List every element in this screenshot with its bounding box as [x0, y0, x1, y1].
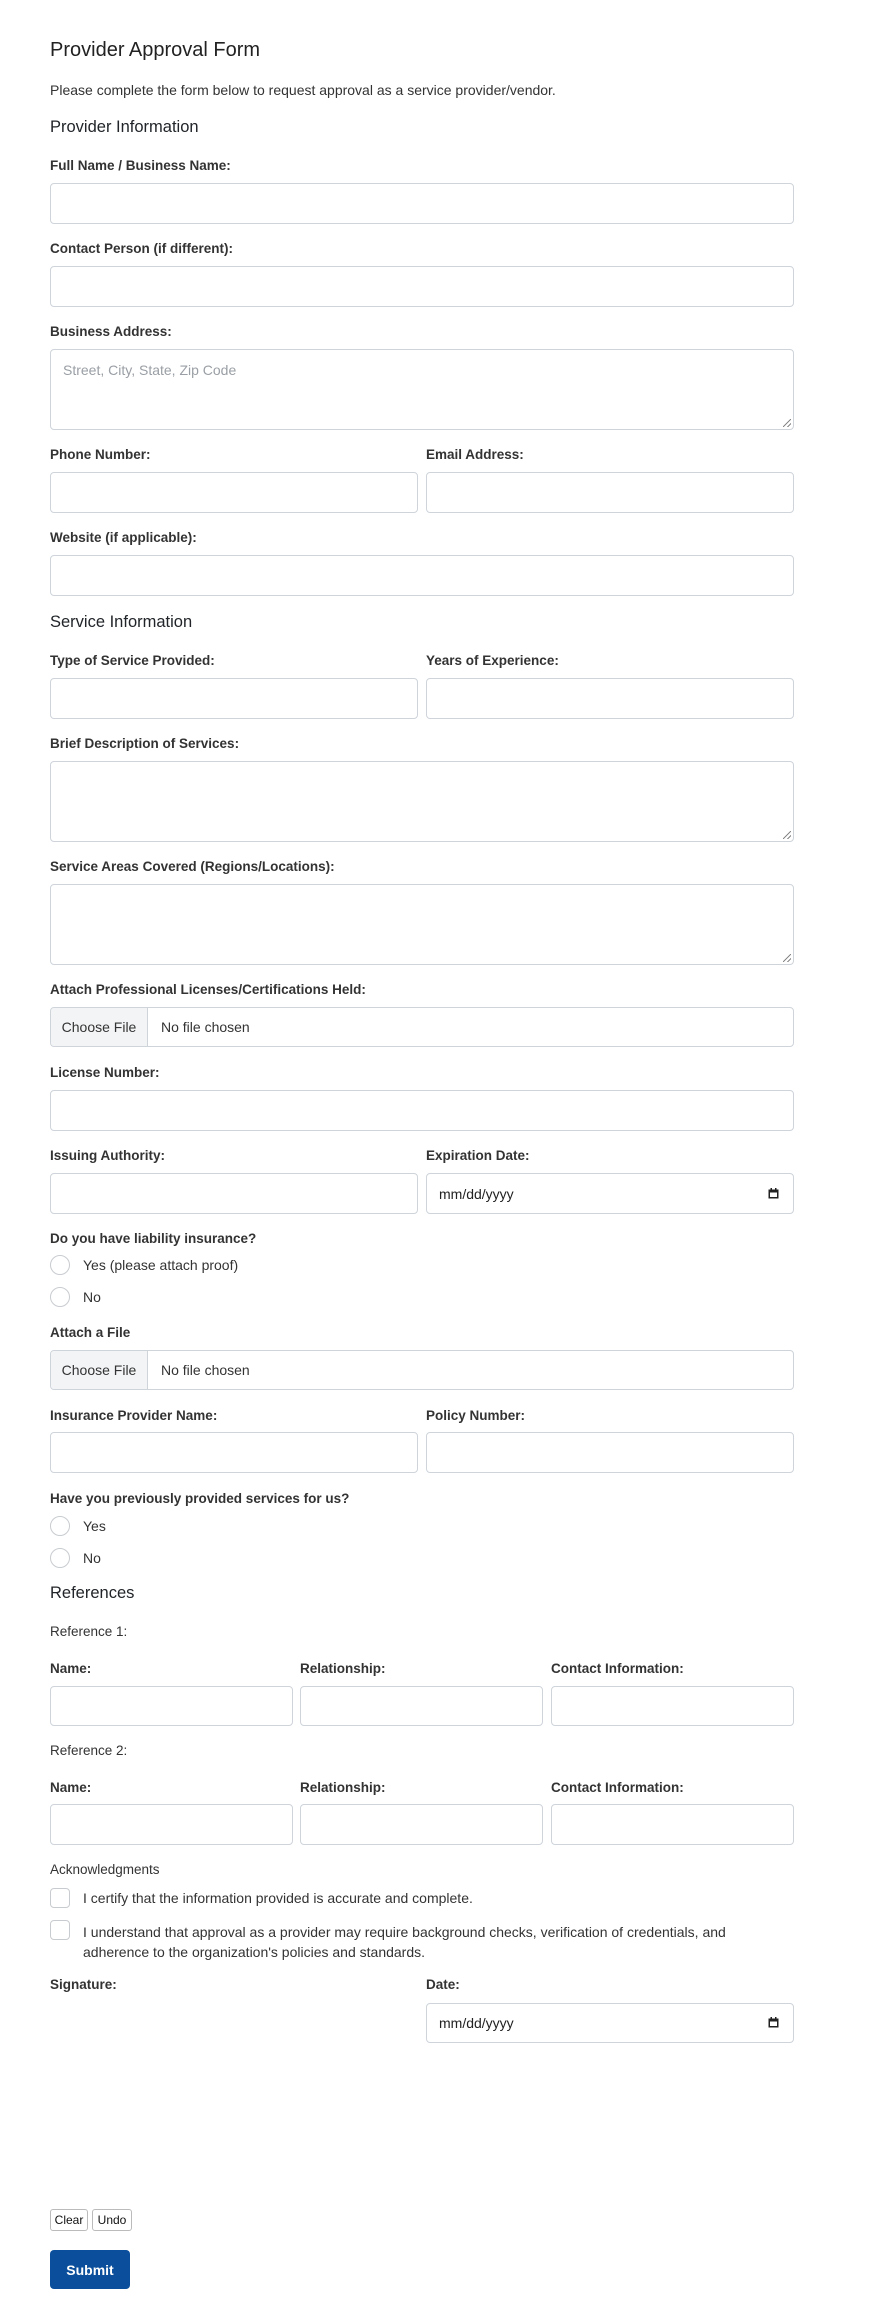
full-name-label: Full Name / Business Name: [50, 158, 231, 173]
issuing-authority-label: Issuing Authority: [50, 1148, 165, 1163]
policy-number-input[interactable] [426, 1432, 794, 1473]
signature-date-input[interactable] [426, 2003, 794, 2043]
date-placeholder: mm/dd/yyyy [439, 2015, 514, 2031]
liability-no-label: No [83, 1289, 101, 1305]
ref1-relationship-input[interactable] [300, 1686, 543, 1726]
website-input[interactable] [50, 555, 794, 596]
email-label: Email Address: [426, 447, 524, 462]
license-number-input[interactable] [50, 1090, 794, 1131]
liability-no-radio[interactable] [50, 1287, 70, 1307]
file-status: No file chosen [161, 1019, 250, 1035]
references-heading: References [50, 1584, 135, 1602]
insurance-file-input[interactable] [50, 1350, 794, 1390]
contact-person-label: Contact Person (if different): [50, 241, 234, 256]
ref2-contact-label: Contact Information: [551, 1780, 684, 1795]
liability-yes-label: Yes (please attach proof) [83, 1257, 239, 1273]
ref1-contact-label: Contact Information: [551, 1661, 684, 1676]
ref2-relationship-input[interactable] [300, 1804, 543, 1845]
ref2-name-label: Name: [50, 1780, 92, 1795]
years-experience-label: Years of Experience: [426, 653, 559, 668]
ref2-relationship-label: Relationship: [300, 1780, 386, 1795]
licenses-file-input[interactable] [50, 1007, 794, 1047]
understand-label: I understand that approval as a provider may require background checks, verification of credentials, and adherence to the organization's policies and standards. [83, 1924, 726, 1960]
service-type-input[interactable] [50, 678, 418, 719]
service-type-label: Type of Service Provided: [50, 653, 215, 668]
previous-yes-label: Yes [83, 1518, 106, 1534]
policy-number-label: Policy Number: [426, 1408, 526, 1423]
calendar-icon[interactable] [768, 2017, 779, 2028]
previous-no-label: No [83, 1550, 101, 1566]
liability-yes-radio[interactable] [50, 1255, 70, 1275]
insurance-provider-label: Insurance Provider Name: [50, 1408, 218, 1423]
page-title: Provider Approval Form [50, 39, 261, 61]
file-status: No file chosen [161, 1362, 250, 1378]
reference-2-label: Reference 2: [50, 1743, 128, 1758]
business-address-textarea[interactable] [50, 349, 794, 430]
insurance-provider-input[interactable] [50, 1432, 418, 1473]
full-name-input[interactable] [50, 183, 794, 224]
expiration-date-label: Expiration Date: [426, 1148, 530, 1163]
ref1-contact-input[interactable] [551, 1686, 794, 1726]
service-info-heading: Service Information [50, 613, 193, 631]
phone-label: Phone Number: [50, 447, 151, 462]
certify-checkbox[interactable] [50, 1888, 70, 1908]
email-input[interactable] [426, 472, 794, 513]
choose-file-button[interactable]: Choose File [51, 1008, 148, 1046]
business-address-label: Business Address: [50, 324, 172, 339]
service-areas-textarea[interactable] [50, 884, 794, 965]
service-description-label: Brief Description of Services: [50, 736, 240, 751]
liability-question: Do you have liability insurance? [50, 1231, 257, 1246]
provider-info-heading: Provider Information [50, 118, 199, 136]
date-placeholder: mm/dd/yyyy [439, 1185, 514, 1202]
signature-label: Signature: [50, 1977, 117, 1992]
website-label: Website (if applicable): [50, 530, 197, 545]
choose-file-button[interactable]: Choose File [51, 1351, 148, 1389]
ref1-name-input[interactable] [50, 1686, 293, 1726]
years-experience-input[interactable] [426, 678, 794, 719]
service-description-textarea[interactable] [50, 761, 794, 842]
certify-label: I certify that the information provided is accurate and complete. [83, 1890, 473, 1906]
licenses-label: Attach Professional Licenses/Certifications Held: [50, 982, 366, 997]
contact-person-input[interactable] [50, 266, 794, 307]
phone-input[interactable] [50, 472, 418, 513]
service-areas-label: Service Areas Covered (Regions/Locations): [50, 859, 335, 874]
ref1-name-label: Name: [50, 1661, 92, 1676]
calendar-icon[interactable] [768, 1188, 779, 1199]
clear-signature-button[interactable]: Clear [50, 2209, 88, 2231]
issuing-authority-input[interactable] [50, 1173, 418, 1214]
business-address-placeholder: Street, City, State, Zip Code [63, 362, 237, 378]
signature-pad[interactable] [50, 2000, 418, 2210]
acknowledgments-heading: Acknowledgments [50, 1862, 160, 1877]
expiration-date-input[interactable] [426, 1173, 794, 1214]
previous-services-question: Have you previously provided services for us? [50, 1491, 350, 1506]
license-number-label: License Number: [50, 1065, 160, 1080]
ref1-relationship-label: Relationship: [300, 1661, 386, 1676]
ref2-name-input[interactable] [50, 1804, 293, 1845]
form-intro: Please complete the form below to request approval as a service provider/vendor. [50, 82, 556, 98]
understand-checkbox[interactable] [50, 1920, 70, 1940]
previous-no-radio[interactable] [50, 1548, 70, 1568]
submit-button[interactable]: Submit [50, 2250, 130, 2289]
signature-date-label: Date: [426, 1977, 460, 1992]
previous-yes-radio[interactable] [50, 1516, 70, 1536]
undo-signature-button[interactable]: Undo [92, 2209, 132, 2231]
ref2-contact-input[interactable] [551, 1804, 794, 1845]
reference-1-label: Reference 1: [50, 1624, 128, 1639]
attach-file-label: Attach a File [50, 1325, 131, 1340]
